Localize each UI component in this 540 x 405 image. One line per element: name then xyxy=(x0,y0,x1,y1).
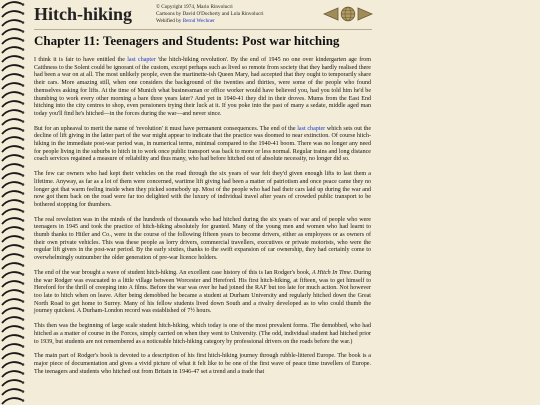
binding-hole xyxy=(22,309,25,312)
webified-credit xyxy=(156,18,264,25)
spiral-coil xyxy=(2,281,22,287)
spiral-coil xyxy=(2,389,22,395)
paragraph: The few car owners who had kept their vehicles on the road through the six years of war felt they'd given enough lifts to last them a lifetime. Anyway, as far as a lot of them were concerned, wartime lift giving had been a matter of patriotism and once peace came they no longer got that warm feeling inside when they picked somebody up. Most of the people who had had their cars laid up during the war and now got them back on the road were far too delighted with the luxury of individual travel after years of crowded public transport to be bothered stopping for thumbers. xyxy=(34,171,371,208)
binding-hole xyxy=(22,84,25,87)
spiral-coil xyxy=(2,74,22,80)
binding-hole xyxy=(22,273,25,276)
spiral-binding xyxy=(0,0,26,405)
binding-hole xyxy=(22,102,25,105)
last-chapter-link[interactable]: last chapter xyxy=(297,125,326,132)
binding-hole xyxy=(22,399,25,402)
binding-hole xyxy=(22,48,25,51)
binding-hole xyxy=(22,39,25,42)
binding-hole xyxy=(22,327,25,330)
site-title: Hitch-hiking xyxy=(34,4,133,24)
paragraph-text: I think it is fair to have entitled the xyxy=(34,57,128,63)
binding-hole xyxy=(22,165,25,168)
spiral-coil xyxy=(2,218,22,224)
spiral-coil xyxy=(2,308,22,314)
header xyxy=(34,0,372,30)
spiral-coil xyxy=(2,182,22,188)
copyright-text: © Copyright 1974, Mario Rinvolucri xyxy=(156,4,233,10)
binding-hole xyxy=(22,57,25,60)
binding-hole xyxy=(22,30,25,33)
spiral-coil xyxy=(2,353,22,359)
spiral-coil xyxy=(2,101,22,107)
binding-hole xyxy=(22,363,25,366)
spiral-coil xyxy=(2,11,22,17)
chapter-body xyxy=(34,57,371,383)
paragraph-text: which sets out the decline of lift giving in the latter part of the war might appear to indicate that the practice was doomed to near extinction. Of course hitch-hiking in the immediate post-war period was, in numerical terms, minimal compared to the 1940-41 boom. There was no longer any need for people living in the suburbs to hitch in to work once public transport was back to more or less normal. Regular trains and long distance coach services regained a measure of reliability and thus many, who had before hitched out of absolute necessity, no longer did so. xyxy=(34,125,372,163)
previous-page-arrow-icon[interactable] xyxy=(323,6,339,22)
binding-hole xyxy=(22,147,25,150)
spiral-coil xyxy=(2,164,22,170)
binding-hole xyxy=(22,156,25,159)
spiral-coil xyxy=(2,200,22,206)
spiral-coil xyxy=(2,146,22,152)
cartoons-credit: Cartoons by David O'Docherty and Lola Rinvolucri xyxy=(156,10,264,17)
binding-hole xyxy=(22,120,25,123)
spiral-coil xyxy=(2,245,22,251)
paragraph xyxy=(34,126,371,165)
book-title: A Hitch In Time xyxy=(312,269,351,276)
last-chapter-link[interactable]: last chapter xyxy=(127,57,156,63)
binding-hole xyxy=(22,372,25,375)
home-globe-icon[interactable] xyxy=(340,6,356,22)
spiral-coil xyxy=(2,254,22,260)
binding-hole xyxy=(22,138,25,141)
binding-hole xyxy=(22,318,25,321)
paragraph-text: 'the hitch-hiking revolution'. By the end of 1945 no one over kindergarten age from Caithness to the Solent could be ignorant of the custom, except perhaps such as lived so remote from society that they hardly realised there had been a war on at all. The most unlikely people, even the martinette-ish Queen Mary, had accepted that they ought to temporarily share their cars. More amazing still, when one considers the background of the twenties and thirties, were some of the people who found themselves asking for lifts. At the time of Munich what businessman or office worker would have believed you, had you told him he'd be thumbing to work every other morning a bare three years later? And yet in 1940-41 they did in their droves. Mums from the East End hitching into the city centres to shop, even pensioners trying their luck at it. If you poke into the past of many a sedate, middle aged man today you'll find he's hitched—in the forces during the war—and never since. xyxy=(34,57,371,117)
binding-hole xyxy=(22,93,25,96)
binding-hole xyxy=(22,201,25,204)
binding-hole xyxy=(22,336,25,339)
spiral-coil xyxy=(2,128,22,134)
binding-hole xyxy=(22,174,25,177)
binding-hole xyxy=(22,75,25,78)
paragraph: This then was the beginning of large scale student hitch-hiking, which today is one of the most prevalent forms. The demobbed, who had hitched as a matter of course in the Forces, simply carried on when they went to University. (The odd, individual student had hitched prior to 1939, but students are not remembered as a noticeable hitch-hiking category by professional drivers on the roads before the war.) xyxy=(34,323,371,345)
spiral-coil xyxy=(2,137,22,143)
page-navigation xyxy=(323,6,373,22)
spiral-coil xyxy=(2,380,22,386)
binding-hole xyxy=(22,66,25,69)
paragraph-text: But for an upheaval to merit the name of 'revolution' it must have permanent consequences. The end of the xyxy=(34,125,298,132)
binding-hole xyxy=(22,264,25,267)
spiral-coil xyxy=(2,362,22,368)
binding-hole xyxy=(22,3,25,6)
binding-hole xyxy=(22,282,25,285)
paragraph-text: . During the war Rodger was evacuated to a little village between Worcester and Hereford. His first hitch-hiking, at fifteen, was to get himself to Hereford for the thrill of creeping into A films. Before the war was over he had joined the RAF but too late for much action. Not however too late to hitch when on leave. After being demobbed he became a student at Durham University and regularly hitched down the Great North Road to get home to Surrey. Many of his fellow students lived down South and a rivalry developed as to who could thumb the journey quickest. A Durham-London record was established of 7½ hours. xyxy=(34,269,372,315)
binding-hole xyxy=(22,345,25,348)
spiral-coil xyxy=(2,2,22,8)
binding-hole xyxy=(22,21,25,24)
spiral-coil xyxy=(2,56,22,62)
spiral-coil xyxy=(2,344,22,350)
spiral-coil xyxy=(2,317,22,323)
spiral-coil xyxy=(2,20,22,26)
header-divider xyxy=(34,29,372,30)
chapter-title: Chapter 11: Teenagers and Students: Post war hitching xyxy=(34,33,340,48)
binding-hole xyxy=(22,354,25,357)
binding-hole xyxy=(22,111,25,114)
spiral-coil xyxy=(2,272,22,278)
spiral-coil xyxy=(2,326,22,332)
page xyxy=(34,0,372,405)
webified-author-link[interactable]: Bernd Wechner xyxy=(182,17,215,24)
binding-hole xyxy=(22,228,25,231)
spiral-coil xyxy=(2,209,22,215)
paragraph xyxy=(34,270,371,316)
credits xyxy=(156,4,264,24)
spiral-coil xyxy=(2,47,22,53)
paragraph xyxy=(34,57,371,119)
binding-hole xyxy=(22,300,25,303)
spiral-coil xyxy=(2,227,22,233)
spiral-coil xyxy=(2,83,22,89)
binding-hole xyxy=(22,12,25,15)
spiral-coil xyxy=(2,236,22,242)
binding-hole xyxy=(22,129,25,132)
binding-hole xyxy=(22,390,25,393)
spiral-coil xyxy=(2,263,22,269)
spiral-coil xyxy=(2,119,22,125)
spiral-coil xyxy=(2,65,22,71)
spiral-coil xyxy=(2,29,22,35)
spiral-coil xyxy=(2,398,22,404)
binding-hole xyxy=(22,219,25,222)
paragraph: The main part of Rodger's book is devoted to a description of his first hitch-hiking journey through rubble-littered Europe. The book is a major piece of documentation and gives a vivid picture of what it felt like to be one of the first wave of peace time travellers of Europe. The teenagers and students who hitched out from Britain in 1946-47 set a trend and a trade that xyxy=(34,353,371,375)
next-page-arrow-icon[interactable] xyxy=(357,6,373,22)
spiral-coil xyxy=(2,173,22,179)
spiral-coil xyxy=(2,155,22,161)
binding-hole xyxy=(22,210,25,213)
binding-hole xyxy=(22,183,25,186)
spiral-coil xyxy=(2,299,22,305)
webified-prefix: Webified by xyxy=(156,17,183,24)
binding-hole xyxy=(22,246,25,249)
binding-hole xyxy=(22,291,25,294)
spiral-coil xyxy=(2,335,22,341)
paragraph-text: The end of the war brought a wave of student hitch-hiking. An excellent case history of this is Ian Rodger's book, xyxy=(34,269,313,276)
binding-hole xyxy=(22,192,25,195)
binding-hole xyxy=(22,255,25,258)
binding-hole xyxy=(22,381,25,384)
spiral-coil xyxy=(2,191,22,197)
spiral-coil xyxy=(2,92,22,98)
spiral-coil xyxy=(2,38,22,44)
spiral-coil xyxy=(2,290,22,296)
spiral-coil xyxy=(2,371,22,377)
binding-hole xyxy=(22,237,25,240)
spiral-coil xyxy=(2,110,22,116)
paragraph: The real revolution was in the minds of the hundreds of thousands who had hitched during the six years of war and of people who were teenagers in 1945 and took the practice of hitch-hiking absolutely for granted. Many of the young men and women who had learnt to thumb thanks to Hitler and Co., were in the course of the following fifteen years to become drivers, either as employees or as owners of their own private vehicles. This was these people as lorry drivers, commercial travellers, executives or private motorists, who were the regular lift givers in the post-war period. By the early sixties, thanks to the swift expansion of car ownership, they had certainly come to overwhelmingly outnumber the older generation of pre-war licence holders. xyxy=(34,216,371,262)
